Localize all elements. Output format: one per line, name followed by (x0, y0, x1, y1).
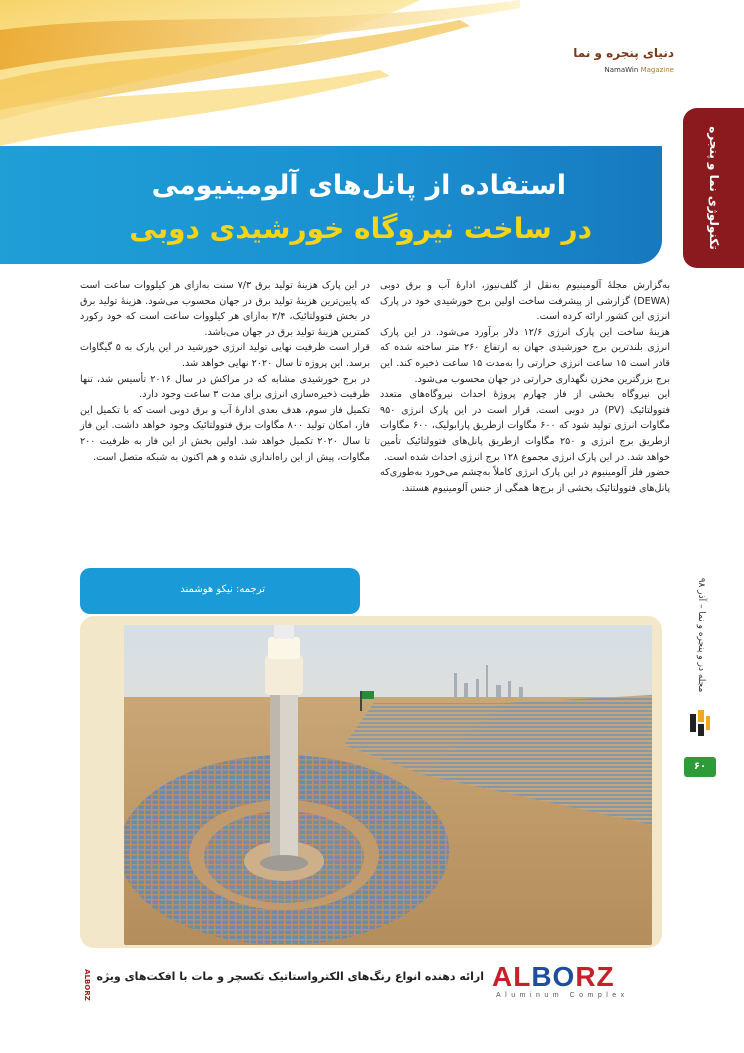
solar-plant-photo (124, 625, 652, 945)
alborz-wordmark-al: AL (492, 961, 532, 992)
section-tab-label: تکنولوژی نما و پنجره (706, 126, 721, 250)
paragraph: در برج خورشیدی مشابه که در مراکش در سال ۲۰۱۶ تأسیس شد، تنها ظرفیت ذخیره‌سازی انرژی برای مدت ۳ ساعت وجود دارد. (80, 373, 370, 401)
paragraph: حضور فلز آلومینیوم در این پارک انرژی کاملاً به‌چشم می‌خورد به‌طوری‌که پانل‌های فتوولتائیک بخشی از برج‌ها همگی از جنس آلومینیوم هستند. (380, 467, 670, 494)
issue-info-label: مجله در و پنجره و نما – آذر ۹۸ (696, 577, 706, 693)
alborz-wordmark (492, 962, 615, 992)
magazine-logo-persian: دنیای پنجره و نما (573, 46, 674, 60)
footer-tagline: ارائه دهنده انواع رنگ‌های الکترواستاتیک تکسچر و مات با افکت‌های ویژه (96, 970, 484, 983)
magazine-logo-english-suffix: Magazine (640, 66, 674, 74)
magazine-logo-english-prefix: NamaWin (604, 66, 639, 74)
issue-info (686, 540, 716, 730)
footer-vertical-tag-label: ALBORZ (83, 969, 91, 1001)
magazine-logo-english (605, 66, 674, 74)
alborz-wordmark-rz: RZ (575, 961, 615, 992)
translator-credit: ترجمه: نیکو هوشمند (180, 584, 265, 595)
alborz-subtitle: Aluminum Complex (496, 992, 629, 999)
paragraph: این نیروگاه بخشی از فاز چهارم پروژۀ احداث نیروگاه‌های متعدد فتوولتائیک (PV) در دوبی است. قرار است در این پارک انرژی ۹۵۰ مگاوات انرژی تولید شود که ۶۰۰ مگاوات ازطریق پارابولیک، ۶۰۰ مگاوات ازطریق برج انرژی و ۲۵۰ مگاوات ازطریق پانل‌های فتوولتائیک تأمین خواهد شد. در این پارک انرژی مجموع ۱۲۸ برج انرژی احداث شده است. (380, 389, 671, 463)
page-number: ۶۰ (684, 757, 716, 777)
paragraph: قرار است ظرفیت نهایی تولید انرژی خورشید در این پارک به ۵ گیگاوات برسد. این پروژه تا سال ۲۰۲۰ نهایی خواهد شد. (80, 342, 370, 369)
article-column-left (80, 278, 370, 465)
translator-credit-box (80, 568, 360, 614)
article-title-line2: در ساخت نیروگاه خورشیدی دوبی (129, 212, 592, 245)
article-title-line1: استفاده از پانل‌های آلومینیومی (151, 170, 566, 201)
paragraph: هزینۀ ساخت این پارک انرژی ۱۲/۶ دلار برآورد می‌شود. در این پارک انرژی بلندترین برج خورشیدی جهان به ارتفاع ۲۶۰ متر ساخته شده که قادر است ۱۵ ساعت انرژی حرارتی را به‌مدت ۱۵ ساعت ذخیره کند. این برج بزرگترین مخزن نگهداری حرارتی در جهان محسوب می‌شود. (380, 326, 670, 385)
section-tab (683, 108, 744, 268)
header-swoosh-decoration (0, 0, 560, 160)
paragraph: به‌گزارش مجلۀ آلومینیوم به‌نقل از گلف‌نیوز، ادارۀ آب و برق دوبی (DEWA) گزارشی از پیشرفت ساخت اولین برج خورشیدی خود در پارک انرژی این کشور ارائه کرده است. (380, 280, 670, 323)
article-column-right (380, 278, 670, 496)
paragraph: تکمیل فاز سوم، هدف بعدی ادارۀ آب و برق دوبی است که با تکمیل این فاز، امکان تولید ۸۰۰ مگاوات برق فتوولتائیک وجود خواهد داشت. این فاز تا سال ۲۰۲۰ تکمیل خواهد شد. اولین بخش از این فاز به ظرفیت ۲۰۰ مگاوات، پیش از این راه‌اندازی شده و هم اکنون به شبکه متصل است. (80, 404, 370, 463)
title-banner (0, 146, 662, 264)
alborz-wordmark-bo: BO (531, 961, 576, 992)
magazine-logo (573, 46, 674, 84)
paragraph: در این پارک هزینۀ تولید برق ۷/۳ سنت به‌ازای هر کیلووات ساعت است که پایین‌ترین هزینۀ تولید برق در جهان محسوب می‌شود. هزینۀ تولید برق در بخش فتوولتائیک، ۲/۴ به‌ازای هر کیلووات ساعت است که خود رکورد کمترین هزینۀ تولید برق در جهان می‌باشد. (80, 280, 371, 338)
alborz-logo (492, 962, 660, 1004)
footer-vertical-tag (80, 966, 94, 1004)
